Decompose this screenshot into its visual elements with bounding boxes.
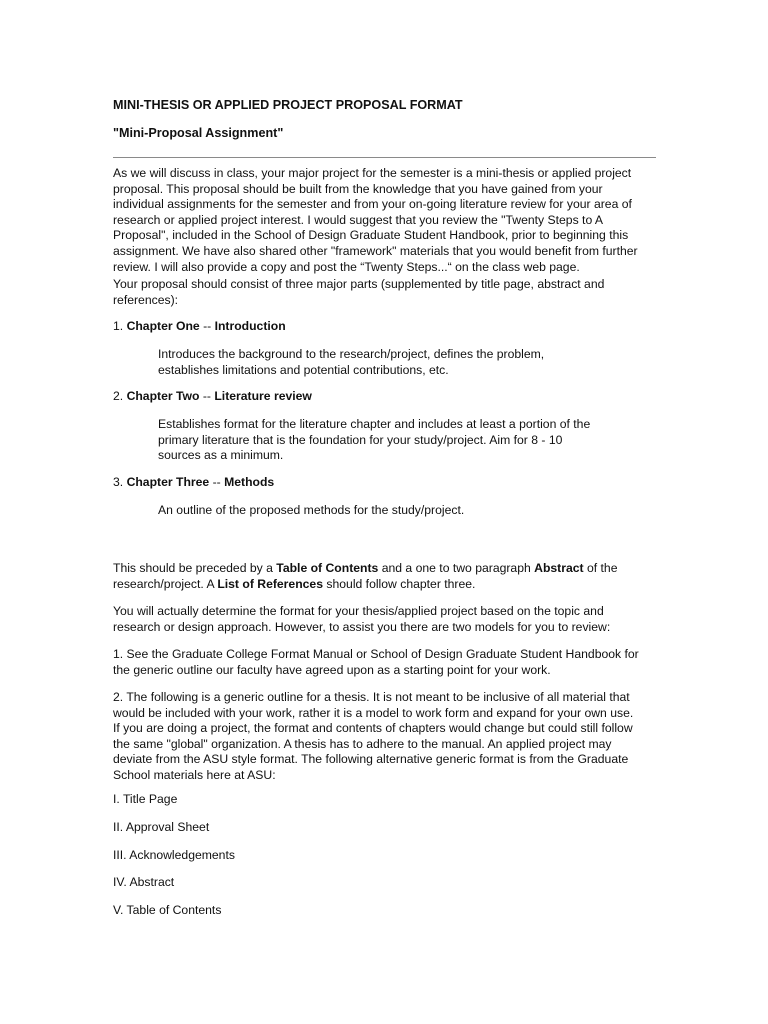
document-subtitle: "Mini-Proposal Assignment" bbox=[113, 126, 284, 140]
abstract-term: Abstract bbox=[534, 561, 584, 575]
chapter-number: 1. bbox=[113, 319, 127, 333]
text-run: should follow chapter three. bbox=[323, 576, 476, 591]
horizontal-rule bbox=[113, 157, 656, 158]
list-of-references-term: List of References bbox=[217, 576, 323, 591]
table-of-contents-term: Table of Contents bbox=[276, 561, 379, 575]
text-line: deviate from the ASU style format. The following alternative generic format is from the Graduate bbox=[113, 752, 629, 767]
text-line: Introduces the background to the research/project, defines the problem, bbox=[158, 347, 545, 361]
text-line: If you are doing a project, the format and contents of chapters would change but could still follow bbox=[113, 721, 633, 736]
text-line: references): bbox=[113, 292, 179, 307]
text-line: sources as a minimum. bbox=[158, 448, 284, 463]
text-line: 2. The following is a generic outline for a thesis. It is not meant to be inclusive of all material that bbox=[113, 690, 630, 704]
chapter-name: Chapter One bbox=[126, 319, 200, 333]
text-line: assignment. We have also shared other "framework" materials that you would benefit from further bbox=[113, 243, 638, 258]
model-one-paragraph bbox=[113, 647, 658, 678]
model-two-paragraph bbox=[113, 690, 658, 784]
text-line bbox=[113, 561, 658, 577]
chapter-three-heading bbox=[113, 475, 658, 491]
text-line: 1. See the Graduate College Format Manual or School of Design Graduate Student Handbook for bbox=[113, 647, 639, 661]
parts-paragraph bbox=[113, 277, 658, 308]
text-line: Your proposal should consist of three major parts (supplemented by title page, abstract and bbox=[113, 277, 605, 291]
outline-item: I. Title Page bbox=[113, 792, 178, 806]
chapter-name: Chapter Three bbox=[126, 475, 210, 489]
text-line: review. I will also provide a copy and post the “Twenty Steps...“ on the class web page. bbox=[113, 259, 580, 274]
chapter-separator: -- bbox=[209, 475, 225, 489]
text-line: the same "global" organization. A thesis has to adhere to the manual. An applied project may bbox=[113, 736, 612, 751]
text-line: As we will discuss in class, your major project for the semester is a mini-thesis or applied project bbox=[113, 166, 632, 180]
outline-item: V. Table of Contents bbox=[113, 903, 222, 917]
preceded-paragraph bbox=[113, 561, 658, 592]
text-line: Establishes format for the literature chapter and includes at least a portion of the bbox=[158, 417, 591, 431]
text-run: This should be preceded by a bbox=[113, 561, 277, 575]
outline-item: IV. Abstract bbox=[113, 875, 175, 889]
intro-paragraph bbox=[113, 166, 658, 275]
text-line: the generic outline our faculty have agreed upon as a starting point for your work. bbox=[113, 662, 551, 677]
chapter-two-heading bbox=[113, 389, 658, 405]
text-line: individual assignments for the semester and from your on-going literature review for your area of bbox=[113, 197, 632, 212]
text-line: Proposal", included in the School of Design Graduate Student Handbook, prior to beginning this bbox=[113, 228, 629, 243]
text-line: establishes limitations and potential contributions, etc. bbox=[158, 362, 449, 377]
chapter-one-heading bbox=[113, 319, 658, 335]
document-title: MINI-THESIS OR APPLIED PROJECT PROPOSAL FORMAT bbox=[113, 98, 463, 112]
chapter-topic: Introduction bbox=[214, 319, 286, 333]
outline-item: III. Acknowledgements bbox=[113, 848, 235, 862]
text-line: An outline of the proposed methods for the study/project. bbox=[158, 503, 465, 517]
text-run: research/project. A bbox=[113, 576, 218, 591]
chapter-name: Chapter Two bbox=[126, 389, 200, 403]
chapter-number: 3. bbox=[113, 475, 127, 489]
text-line bbox=[113, 577, 658, 593]
text-run: of the bbox=[583, 561, 618, 575]
text-line: proposal. This proposal should be built from the knowledge that you have gained from your bbox=[113, 181, 603, 196]
chapter-topic: Literature review bbox=[214, 389, 312, 403]
text-line: School materials here at ASU: bbox=[113, 767, 276, 782]
chapter-separator: -- bbox=[199, 389, 215, 403]
chapter-topic: Methods bbox=[224, 475, 275, 489]
outline-item: II. Approval Sheet bbox=[113, 820, 210, 834]
chapter-two-description bbox=[158, 417, 628, 464]
chapter-separator: -- bbox=[199, 319, 215, 333]
chapter-one-description bbox=[158, 347, 628, 378]
chapter-three-description bbox=[158, 503, 628, 519]
text-line: research or applied project interest. I would suggest that you review the "Twenty Steps to A bbox=[113, 212, 604, 227]
text-line: primary literature that is the foundation for your study/project. Aim for 8 - 10 bbox=[158, 432, 563, 447]
format-paragraph bbox=[113, 604, 658, 635]
text-line: research or design approach. However, to assist you there are two models for you to review: bbox=[113, 619, 611, 634]
text-run: and a one to two paragraph bbox=[378, 561, 535, 575]
text-line: would be included with your work, rather it is a model to work form and expand for your own use. bbox=[113, 705, 634, 720]
chapter-number: 2. bbox=[113, 389, 127, 403]
text-line: You will actually determine the format for your thesis/applied project based on the topic and bbox=[113, 604, 604, 618]
